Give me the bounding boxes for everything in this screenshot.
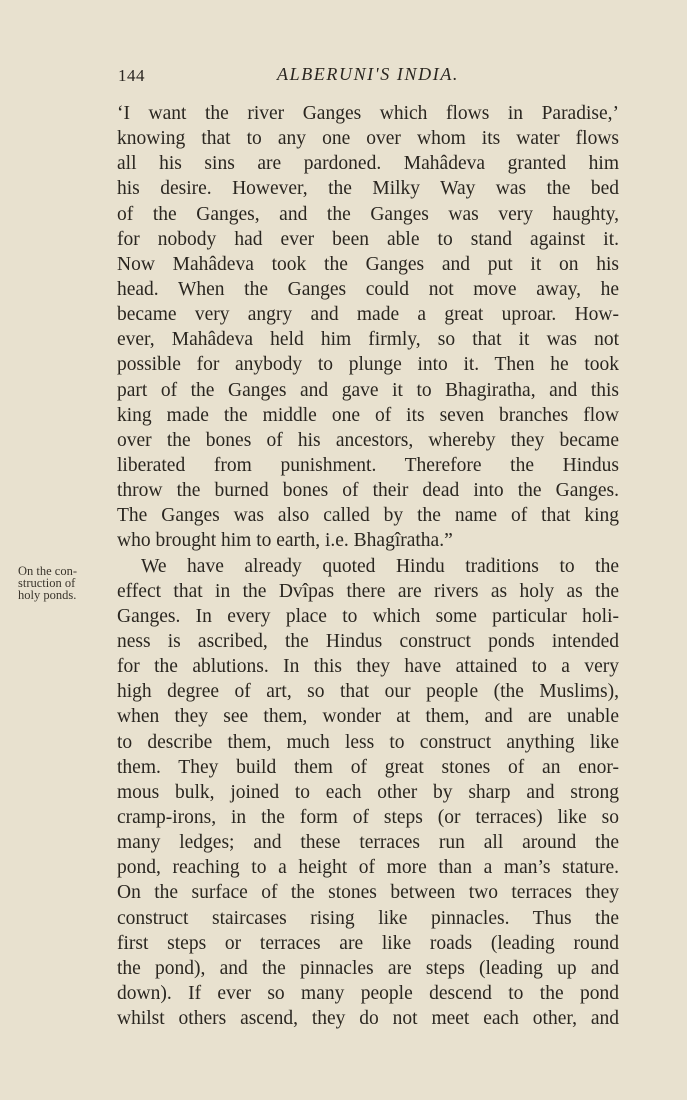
text-line: Ganges. In every place to which some particular holi- — [117, 605, 619, 627]
margin-note — [18, 565, 110, 601]
page-number: 144 — [118, 66, 145, 85]
text-line: We have already quoted Hindu traditions to the — [141, 555, 619, 577]
text-line: ness is ascribed, the Hindus construct ponds intended — [117, 630, 619, 652]
body-text — [117, 101, 619, 1031]
text-line: cramp-irons, in the form of steps (or terraces) like so — [117, 806, 619, 828]
text-line: all his sins are pardoned. Mahâdeva granted him — [117, 153, 619, 175]
text-line: first steps or terraces are like roads (leading round — [117, 932, 619, 954]
margin-note-line: holy ponds. — [18, 588, 77, 602]
running-head: ALBERUNI'S INDIA. — [276, 64, 460, 84]
text-line: to describe them, much less to construct anything like — [117, 731, 619, 753]
text-line: king made the middle one of its seven branches flow — [117, 404, 619, 426]
text-line: down). If ever so many people descend to the pond — [117, 982, 619, 1004]
text-line: who brought him to earth, i.e. Bhagîratha.” — [117, 530, 453, 552]
text-line: over the bones of his ancestors, whereby they became — [117, 429, 619, 451]
text-line: possible for anybody to plunge into it. Then he took — [117, 354, 619, 376]
text-line: when they see them, wonder at them, and are unable — [117, 706, 619, 728]
text-line: part of the Ganges and gave it to Bhagiratha, and this — [117, 379, 619, 401]
text-line: The Ganges was also called by the name of that king — [117, 505, 619, 527]
text-line: his desire. However, the Milky Way was the bed — [117, 178, 619, 200]
text-line: knowing that to any one over whom its water flows — [117, 128, 619, 150]
text-line: mous bulk, joined to each other by sharp and strong — [117, 781, 619, 803]
text-line: of the Ganges, and the Ganges was very haughty, — [117, 203, 619, 225]
text-line: for nobody had ever been able to stand against it. — [117, 228, 619, 250]
text-line: throw the burned bones of their dead into the Ganges. — [117, 480, 619, 502]
text-line: On the surface of the stones between two terraces they — [117, 882, 619, 904]
text-line: effect that in the Dvîpas there are rivers as holy as the — [117, 580, 619, 602]
text-line: them. They build them of great stones of an enor- — [117, 756, 619, 778]
text-line: became very angry and made a great uproar. How- — [117, 304, 619, 326]
margin-note-line: struction of — [18, 576, 76, 590]
text-line: many ledges; and these terraces run all around the — [117, 832, 619, 854]
text-line: head. When the Ganges could not move away, he — [117, 278, 619, 300]
text-line: Now Mahâdeva took the Ganges and put it on his — [117, 253, 619, 275]
text-line: pond, reaching to a height of more than a man’s stature. — [117, 857, 619, 879]
text-line: ‘I want the river Ganges which flows in Paradise,’ — [117, 103, 619, 124]
text-line: ever, Mahâdeva held him firmly, so that it was not — [117, 329, 619, 351]
text-line: the pond), and the pinnacles are steps (leading up and — [117, 957, 619, 979]
text-line: for the ablutions. In this they have attained to a very — [117, 656, 619, 678]
text-line: whilst others ascend, they do not meet each other, and — [117, 1008, 619, 1030]
text-line: construct staircases rising like pinnacles. Thus the — [117, 907, 619, 929]
text-line: high degree of art, so that our people (the Muslims), — [117, 681, 619, 703]
margin-note-line: On the con- — [18, 564, 78, 578]
text-line: liberated from punishment. Therefore the Hindus — [117, 454, 619, 476]
